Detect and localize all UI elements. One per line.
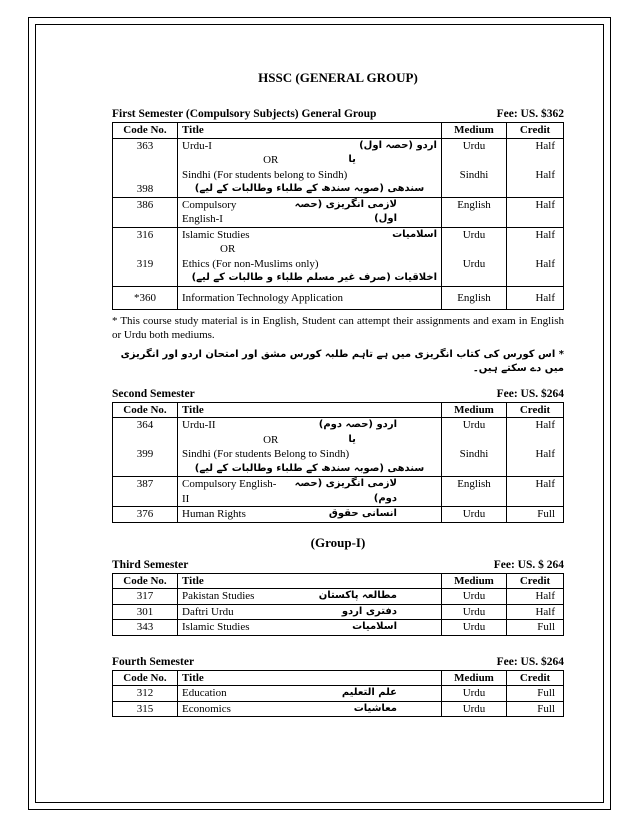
course-medium: Urdu <box>462 228 486 241</box>
course-credit: Half <box>507 589 564 605</box>
table-row <box>113 604 564 620</box>
course-medium: Urdu <box>462 139 486 152</box>
semester-label: Fourth Semester <box>112 655 195 668</box>
table-row <box>113 620 564 636</box>
course-code: 399 <box>136 448 154 460</box>
table-row <box>113 477 564 507</box>
course-code: 363 <box>136 139 154 152</box>
course-code: 319 <box>136 257 154 270</box>
header-code: Code No. <box>113 402 178 418</box>
course-title: Urdu-II <box>182 419 216 431</box>
course-title-urdu: سندھی (صوبہ سندھ کے طلباء وطالبات کے لیے) <box>194 183 425 194</box>
course-medium: Sindhi <box>459 168 489 181</box>
semester-fee: Fee: US. $264 <box>496 655 564 668</box>
table-row <box>113 197 564 227</box>
course-medium: Urdu <box>442 589 507 605</box>
course-medium: English <box>442 197 507 227</box>
course-medium: Urdu <box>462 257 486 270</box>
header-medium: Medium <box>442 670 507 686</box>
course-credit: Full <box>507 507 564 523</box>
header-credit: Credit <box>507 123 564 139</box>
course-title: Urdu-I <box>182 139 212 152</box>
or-label-urdu: یا <box>348 433 356 445</box>
course-code: 386 <box>113 197 178 227</box>
course-medium: Sindhi <box>459 448 489 460</box>
document-content <box>112 70 564 717</box>
header-code: Code No. <box>113 123 178 139</box>
header-medium: Medium <box>442 123 507 139</box>
course-title: Sindhi (For students Belong to Sindh) <box>182 448 350 460</box>
header-code: Code No. <box>113 573 178 589</box>
table-header-row <box>113 573 564 589</box>
second-semester-table <box>112 402 564 523</box>
table-header-row <box>113 670 564 686</box>
course-title-urdu: انسانی حقوق <box>328 508 397 519</box>
course-code: 376 <box>113 507 178 523</box>
third-semester-heading <box>112 557 564 573</box>
table-row <box>113 418 564 477</box>
header-code: Code No. <box>113 670 178 686</box>
course-medium: Urdu <box>442 701 507 717</box>
course-title: Islamic Studies <box>182 228 250 241</box>
course-title-urdu: دفتری اردو <box>341 605 397 617</box>
header-credit: Credit <box>507 402 564 418</box>
course-title-urdu: معاشیات <box>353 702 397 714</box>
course-title-urdu: علم التعلیم <box>341 687 397 698</box>
course-title-urdu: اردو (حصہ دوم) <box>318 419 397 430</box>
course-code: 301 <box>113 604 178 620</box>
course-note-urdu: * اس کورس کی کتاب انگریزی میں ہے تاہم طلبہ کورس مشق اور امتحان اردو اور انگریزی میں دے سکتے ہیں۔ <box>120 348 564 374</box>
table-row <box>113 589 564 605</box>
course-credit: Half <box>535 448 555 460</box>
first-semester-table <box>112 122 564 310</box>
course-credit: Full <box>507 701 564 717</box>
course-title-urdu: لازمی انگریزی (حصہ دوم) <box>294 478 397 504</box>
course-code: 343 <box>113 620 178 636</box>
table-row <box>113 138 564 197</box>
semester-fee: Fee: US. $362 <box>496 108 564 120</box>
course-title-urdu: اسلامیات <box>352 621 397 632</box>
course-title-urdu: اخلاقیات (صرف غیر مسلم طلباء و طالبات کے لیے) <box>191 272 437 283</box>
course-credit: Half <box>535 228 555 241</box>
course-title: Information Technology Application <box>178 286 442 309</box>
course-medium: Urdu <box>442 620 507 636</box>
course-code: 387 <box>113 477 178 507</box>
semester-label: Second Semester <box>112 387 195 400</box>
course-medium: English <box>442 286 507 309</box>
course-title: Economics <box>182 702 231 715</box>
course-credit: Half <box>535 419 555 431</box>
table-row <box>113 227 564 286</box>
semester-label: First Semester (Compulsory Subjects) General Group <box>112 108 377 120</box>
second-semester-heading <box>112 386 564 402</box>
course-code: 398 <box>136 183 154 195</box>
course-code: 316 <box>136 228 154 241</box>
course-medium: Urdu <box>442 604 507 620</box>
course-title: Daftri Urdu <box>182 605 234 618</box>
course-code: 315 <box>113 701 178 717</box>
semester-label: Third Semester <box>112 558 189 571</box>
course-credit: Half <box>507 604 564 620</box>
table-row <box>113 286 564 309</box>
course-medium: Urdu <box>442 686 507 702</box>
or-label: OR <box>220 243 236 255</box>
course-credit: Half <box>507 197 564 227</box>
course-medium: Urdu <box>462 419 486 431</box>
third-semester-table <box>112 573 564 636</box>
header-credit: Credit <box>507 670 564 686</box>
course-credit: Half <box>535 139 555 152</box>
course-title: Ethics (For non-Muslims only) <box>182 257 319 270</box>
header-title: Title <box>178 573 442 589</box>
course-title: Compulsory English-I <box>182 198 237 225</box>
course-title: Compulsory English-II <box>182 478 277 505</box>
header-title: Title <box>178 123 442 139</box>
course-title-urdu: مطالعہ پاکستان <box>318 590 397 601</box>
course-title: Islamic Studies <box>182 621 250 633</box>
course-medium: Urdu <box>442 507 507 523</box>
fourth-semester-heading <box>112 654 564 670</box>
course-title: Pakistan Studies <box>182 590 255 602</box>
course-code: 317 <box>113 589 178 605</box>
course-code: 312 <box>113 686 178 702</box>
header-medium: Medium <box>442 402 507 418</box>
course-credit: Half <box>507 286 564 309</box>
course-note: * This course study material is in English, Student can attempt their assignments and exam in English or Urdu both mediums. <box>112 314 564 341</box>
course-credit: Half <box>507 477 564 507</box>
course-code: *360 <box>113 286 178 309</box>
or-label-urdu: یا <box>348 154 356 165</box>
semester-fee: Fee: US. $264 <box>496 387 564 400</box>
table-header-row <box>113 402 564 418</box>
header-medium: Medium <box>442 573 507 589</box>
table-header-row <box>113 123 564 139</box>
table-row <box>113 507 564 523</box>
course-title-urdu: سندھی (صوبہ سندھ کے طلباء وطالبات کے لیے) <box>194 462 425 474</box>
header-title: Title <box>178 402 442 418</box>
or-label: OR <box>263 154 279 166</box>
course-credit: Half <box>535 168 555 181</box>
course-title-urdu: اردو (حصہ اول) <box>359 139 437 151</box>
header-credit: Credit <box>507 573 564 589</box>
table-row <box>113 701 564 717</box>
page-title: HSSC (GENERAL GROUP) <box>258 70 418 85</box>
course-title: Sindhi (For students belong to Sindh) <box>182 168 348 181</box>
course-title-urdu: لازمی انگریزی (حصہ اول) <box>294 198 397 224</box>
first-semester-heading <box>112 106 564 122</box>
or-label: OR <box>263 433 279 446</box>
semester-fee: Fee: US. $ 264 <box>493 558 564 571</box>
course-code: 364 <box>136 419 154 431</box>
table-row <box>113 686 564 702</box>
fourth-semester-table <box>112 670 564 718</box>
course-credit: Full <box>507 620 564 636</box>
course-medium: English <box>442 477 507 507</box>
course-title: Human Rights <box>182 508 246 520</box>
course-title: Education <box>182 687 227 699</box>
group-title: (Group-I) <box>310 534 366 550</box>
header-title: Title <box>178 670 442 686</box>
course-credit: Full <box>507 686 564 702</box>
course-title-urdu: اسلامیات <box>392 228 437 240</box>
course-credit: Half <box>535 257 555 270</box>
